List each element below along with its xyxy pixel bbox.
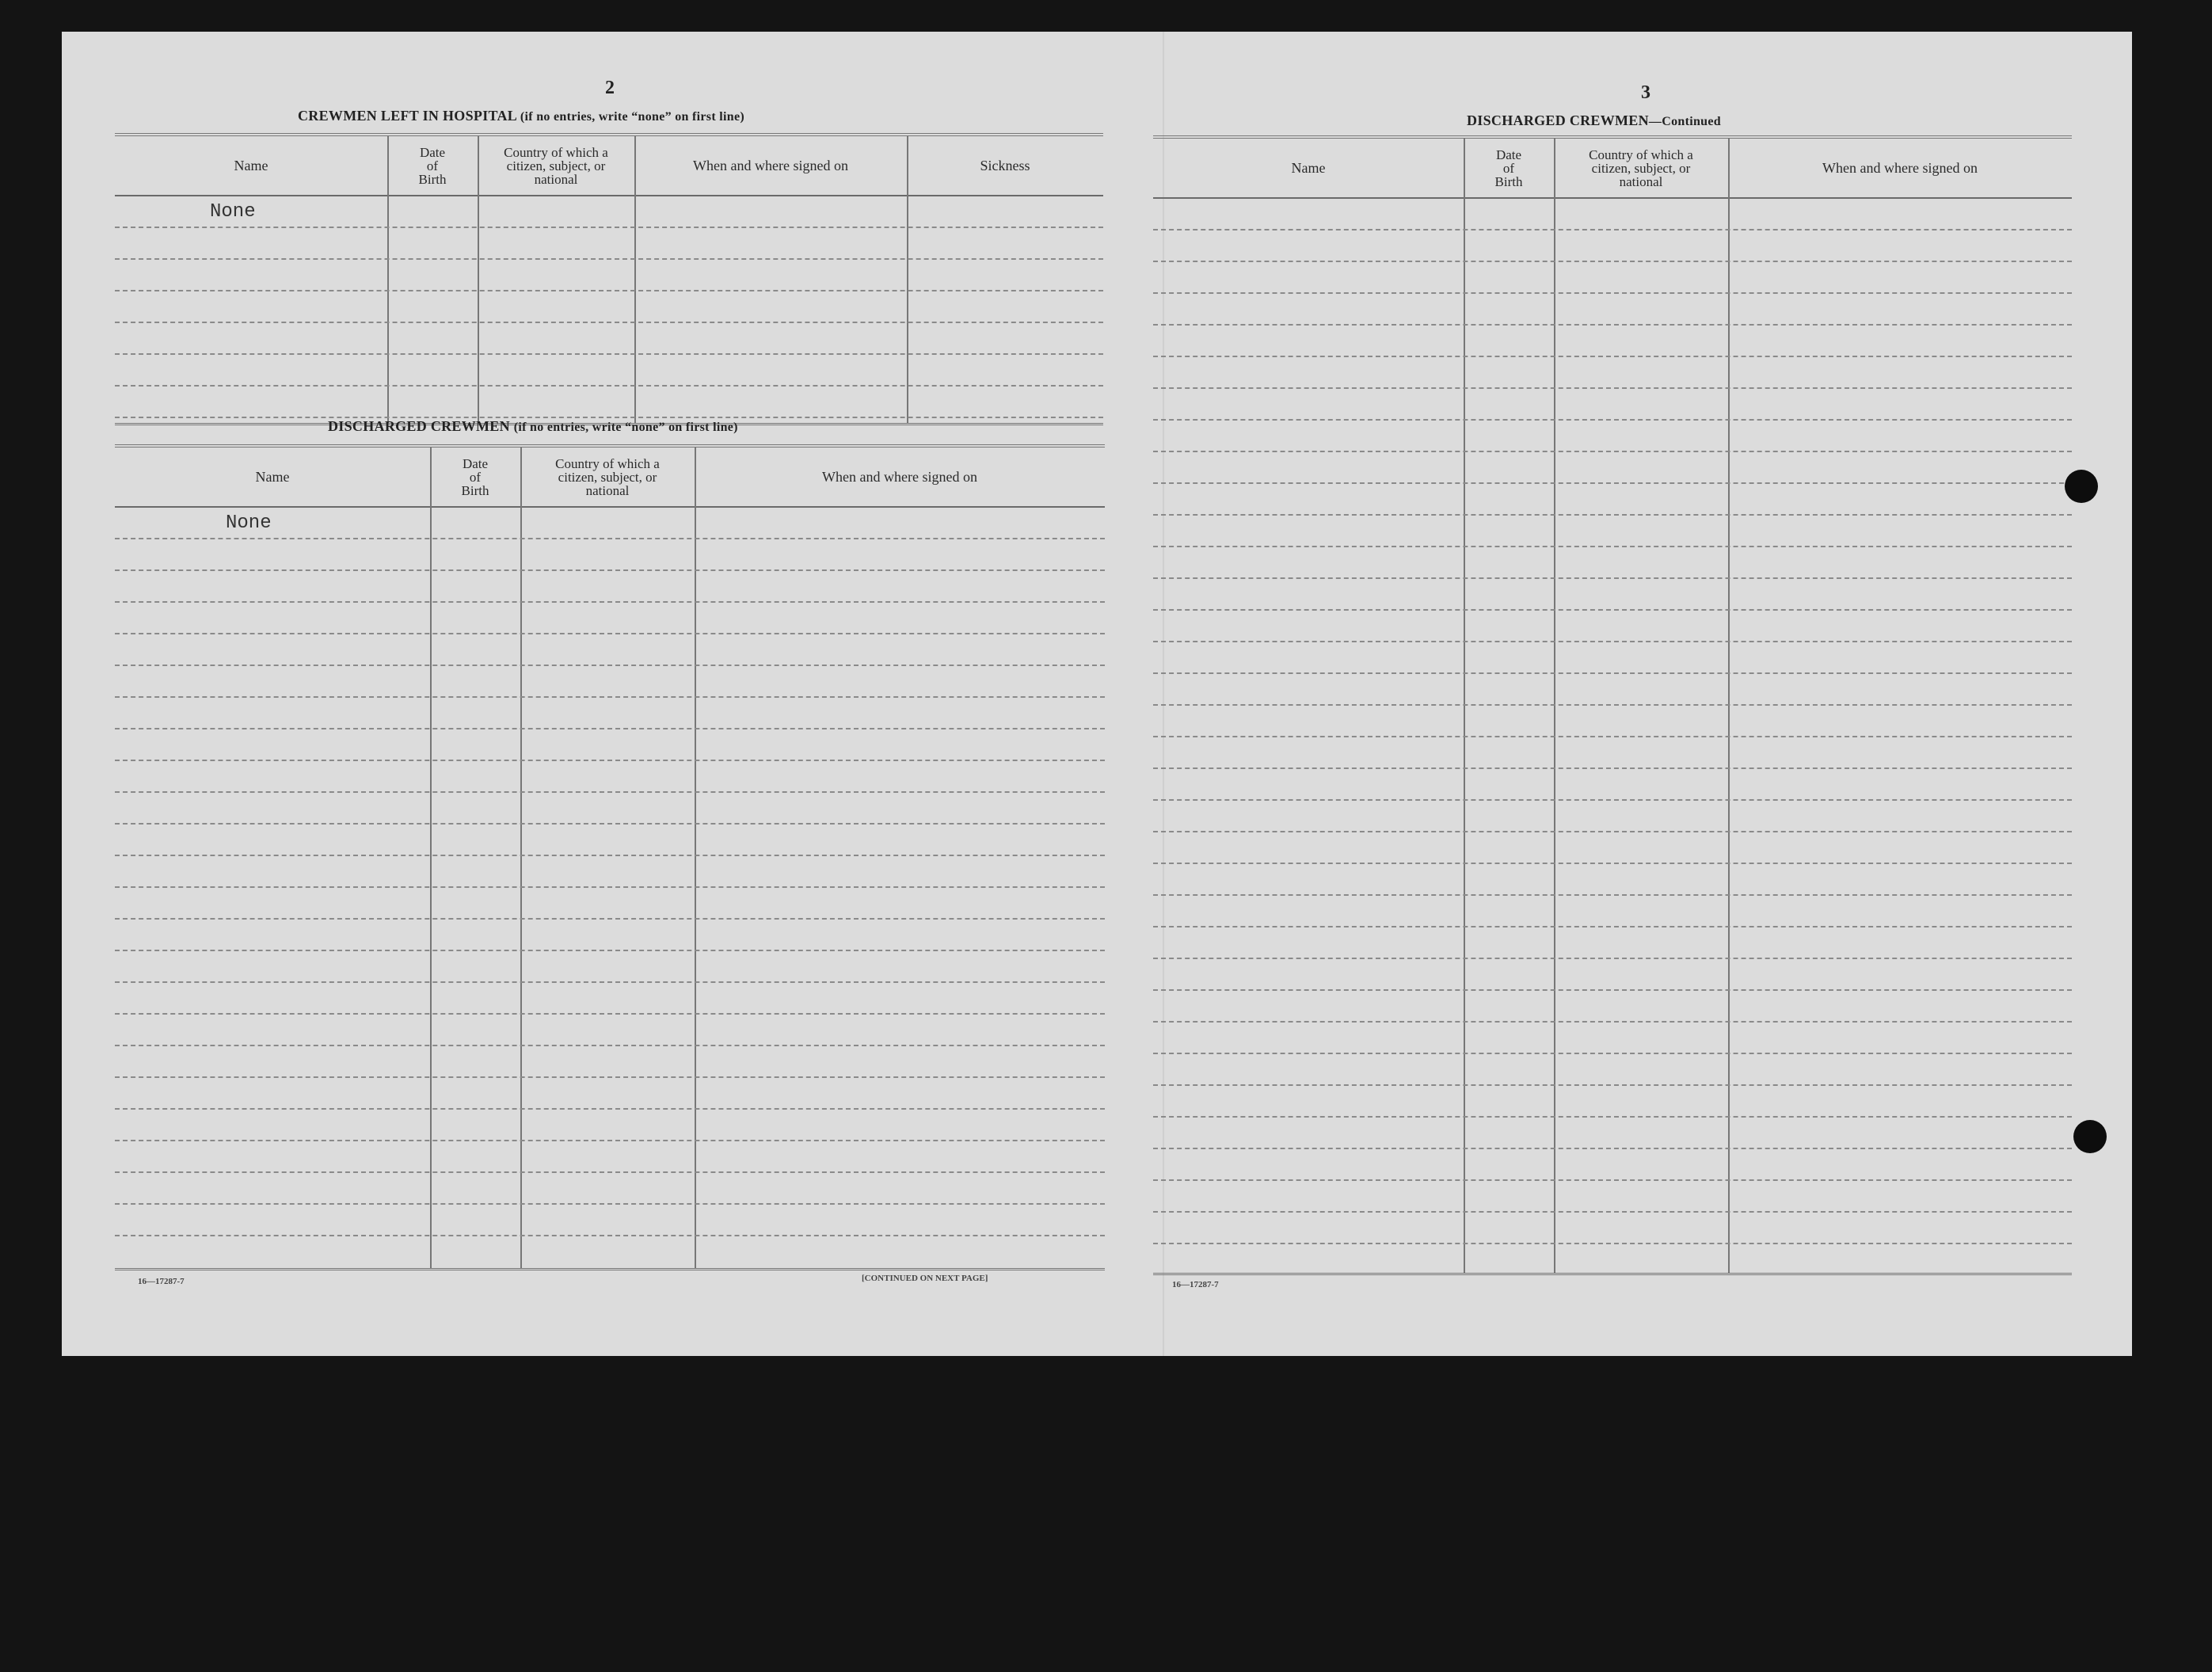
row-line [115,950,1105,951]
table-header [115,136,1103,196]
row-line [1153,229,2072,230]
row-line [1153,1148,2072,1149]
row-line [1153,1116,2072,1118]
discharged-continued-table [1153,135,2072,1275]
row-line [115,322,1103,323]
row-line [1153,261,2072,262]
row-line [115,1203,1105,1205]
column-divider [907,136,908,423]
row-line [1153,292,2072,294]
row-line [115,665,1105,666]
hospital-instruction: (if no entries, write “none” on first line) [520,110,744,124]
table-header [1153,139,2072,199]
column-divider [1554,139,1555,1273]
row-line [1153,894,2072,896]
row-line [1153,831,2072,832]
row-line [1153,1211,2072,1213]
hospital-title-text: CREWMEN LEFT IN HOSPITAL [298,108,517,124]
column-header: Name [234,158,268,173]
row-line [1153,1243,2072,1244]
row-line [1153,767,2072,769]
row-line [115,290,1103,291]
row-line [1153,672,2072,674]
column-header: Country of which a citizen, subject, or national [504,144,608,187]
row-line [1153,989,2072,991]
row-line [1153,641,2072,642]
row-line [115,1235,1105,1236]
row-line [115,696,1105,698]
row-line [1153,799,2072,801]
row-line [115,1076,1105,1078]
row-line [1153,356,2072,357]
form-code-right: 16—17287-7 [1172,1280,1219,1289]
column-header: Date of Birth [461,455,489,498]
column-header: Sickness [980,158,1030,173]
continued-note: [CONTINUED ON NEXT PAGE] [862,1274,988,1283]
row-line [1153,609,2072,611]
page-number-left: 2 [605,78,615,98]
entry-none: None [226,512,272,534]
discharged-continued-suffix: —Continued [1648,115,1721,128]
row-line [115,385,1103,387]
row-line [115,1013,1105,1015]
row-line [1153,451,2072,452]
row-line [1153,482,2072,484]
discharged-table [115,444,1105,1270]
column-header: When and where signed on [1822,160,1978,176]
row-line [115,981,1105,983]
column-divider [1464,139,1465,1273]
column-header: When and where signed on [693,158,848,173]
row-line [1153,514,2072,516]
row-line [115,1045,1105,1046]
row-line [115,728,1105,729]
page-number-right: 3 [1641,82,1650,103]
discharged-title-text: DISCHARGED CREWMEN [328,418,510,434]
punch-hole-top [2065,470,2098,503]
form-code-left: 16—17287-7 [138,1277,185,1286]
document-sheet [62,32,2132,1356]
row-line [1153,419,2072,421]
column-header: Name [255,469,290,485]
row-line [115,791,1105,793]
row-line [1153,704,2072,706]
row-line [115,353,1103,355]
row-line [115,1140,1105,1141]
column-divider [634,136,636,423]
row-line [1153,926,2072,927]
row-line [115,633,1105,634]
row-line [1153,736,2072,737]
row-line [115,918,1105,920]
row-line [115,569,1105,571]
hospital-table [115,133,1103,425]
row-line [1153,863,2072,864]
column-header: Date of Birth [418,144,447,187]
row-line [115,823,1105,825]
table-header [115,448,1105,508]
row-line [115,258,1103,260]
row-line [1153,1053,2072,1054]
column-divider [1728,139,1730,1273]
row-line [115,601,1105,603]
column-divider [478,136,479,423]
row-line [115,1108,1105,1110]
row-line [1153,1084,2072,1086]
row-line [1153,577,2072,579]
discharged-continued-title-text: DISCHARGED CREWMEN [1467,112,1649,128]
row-line [1153,958,2072,959]
row-line [115,538,1105,539]
row-line [115,886,1105,888]
column-divider [387,136,389,423]
punch-hole-bottom [2073,1120,2107,1153]
column-header: Date of Birth [1494,147,1523,189]
row-line [1153,324,2072,326]
column-header: Name [1291,160,1326,176]
discharged-continued-title [1467,112,1721,129]
row-line [115,855,1105,856]
column-header: Country of which a citizen, subject, or national [1589,147,1693,189]
row-line [115,1171,1105,1173]
row-line [115,760,1105,761]
discharged-instruction: (if no entries, write “none” on first line) [513,421,738,434]
entry-none: None [210,201,256,223]
row-line [1153,546,2072,547]
column-header: Country of which a citizen, subject, or national [555,455,660,498]
column-header: When and where signed on [822,469,977,485]
row-line [115,227,1103,228]
discharged-section-title [328,418,738,435]
row-line [1153,387,2072,389]
hospital-section-title [298,108,744,124]
row-line [1153,1179,2072,1181]
row-line [1153,1021,2072,1023]
